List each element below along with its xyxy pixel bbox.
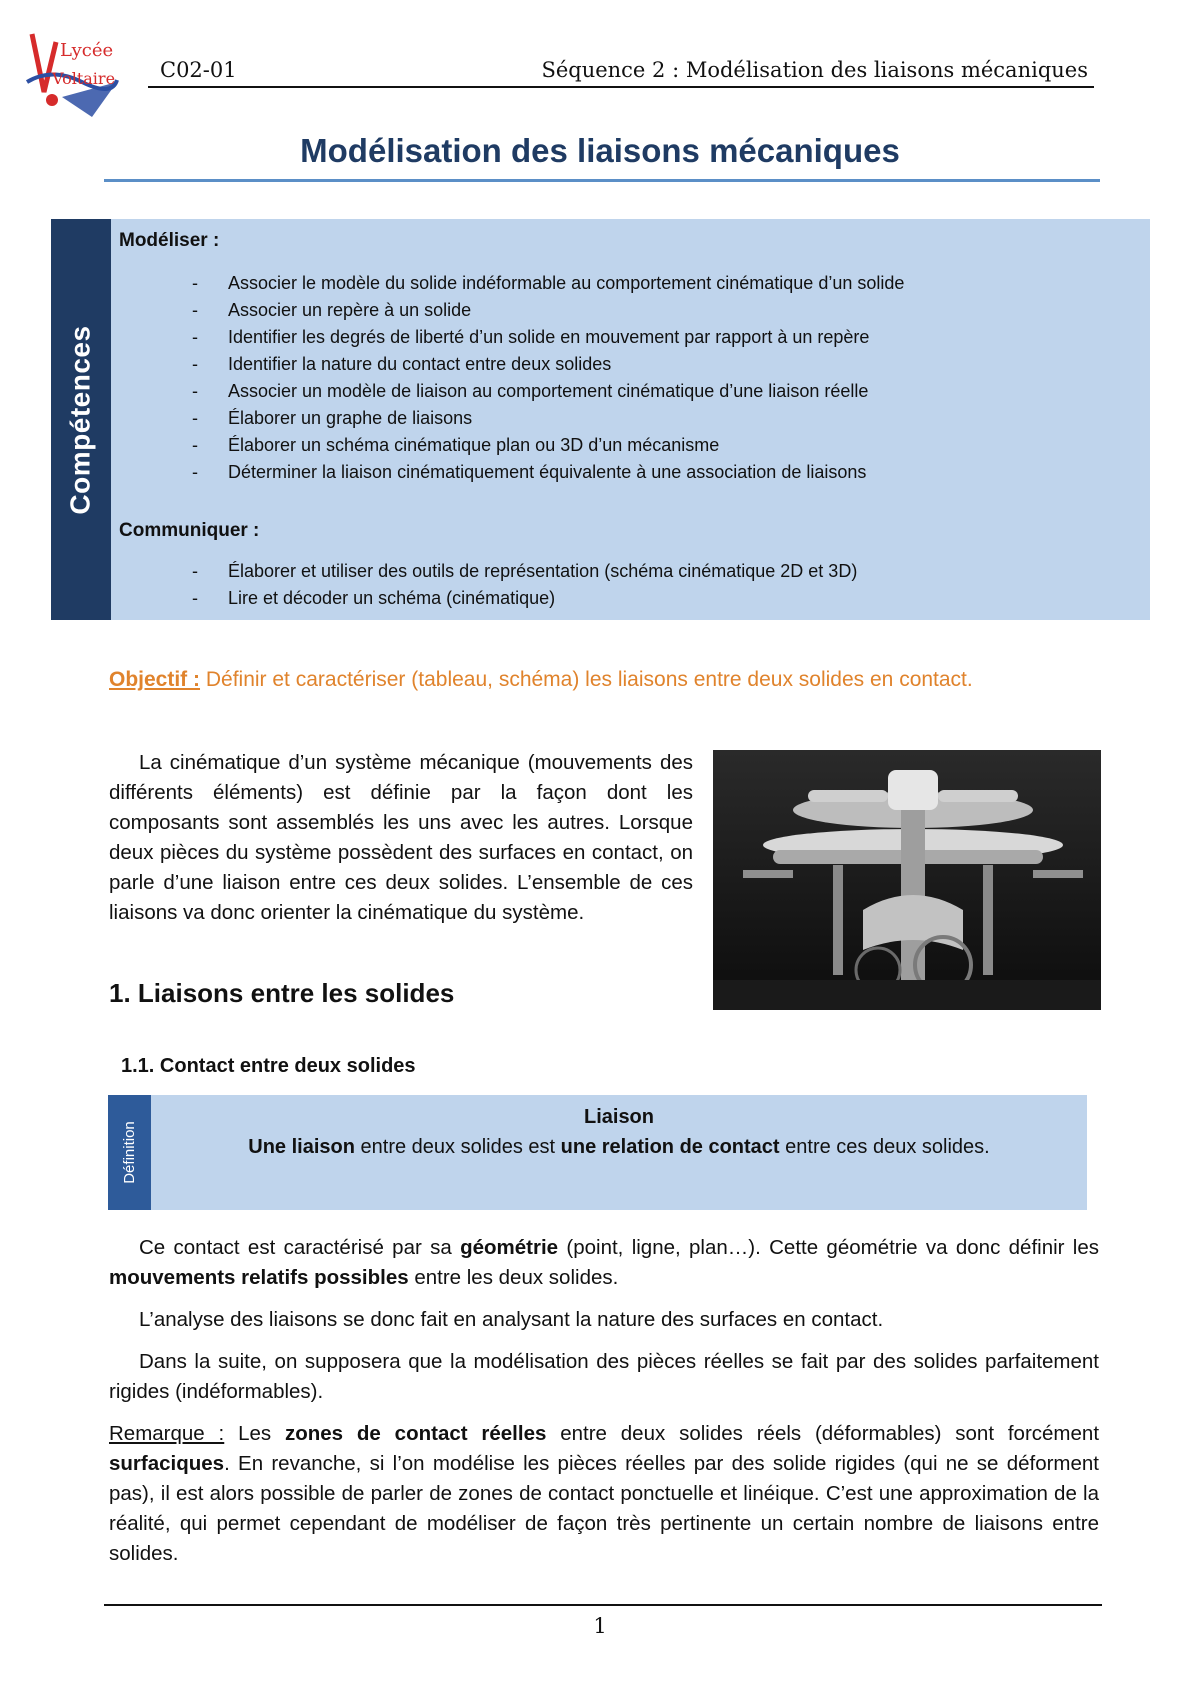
list-item: - Lire et décoder un schéma (cinématique) [192,588,556,608]
definition-text: Une liaison entre deux solides est une relation de contact entre ces deux solides. [248,1136,990,1158]
logo-text-bottom: Voltaire [52,69,116,88]
list-item: - Élaborer un schéma cinématique plan ou 3D d’un mécanisme [192,435,720,455]
footer-rule [104,1604,1102,1606]
paragraph-suite: Dans la suite, on supposera que la modélisation des pièces réelles se fait par des solides parfaitement rigides (indéformables). [109,1350,1099,1403]
definition-title: Liaison [583,1106,654,1128]
objective [109,668,973,692]
definition-label: Définition [121,1121,139,1184]
list-item: - Élaborer et utiliser des outils de représentation (schéma cinématique 2D et 3D) [192,561,858,581]
doc-code: C02-01 [160,58,237,82]
list-item: - Identifier les degrés de liberté d’un solide en mouvement par rapport à un repère [192,327,870,347]
section-heading-1-1: 1.1. Contact entre deux solides [121,1055,416,1077]
page-title: Modélisation des liaisons mécaniques [300,132,900,169]
objective-label: Objectif : [109,668,201,691]
objective-text: Définir et caractériser (tableau, schéma) les liaisons entre deux solides en contact. [205,668,973,691]
list-item: - Élaborer un graphe de liaisons [192,408,473,428]
list-item: - Déterminer la liaison cinématiquement équivalente à une association de liaisons [192,462,867,482]
paragraph-remarque: Remarque : Les zones de contact réelles entre deux solides réels (déformables) sont forcément surfaciques. En revanche, si l’on modélise les pièces réelles par des solide rigides (qui ne se déforment pas), il est alors possible de parler de zones de contact ponctuelle et linéique. C’est une approximation de la réalité, qui permet cependant de modéliser de façon très pertinente un certain nombre de liaisons entre solides. [109,1422,1100,1565]
list-item: - Associer un modèle de liaison au comportement cinématique d’une liaison réelle [192,381,869,401]
mechanism-photo [713,750,1101,1010]
list-item: - Identifier la nature du contact entre deux solides [192,354,612,374]
section-heading-1: 1. Liaisons entre les solides [109,978,455,1008]
page-number: 1 [593,1614,607,1638]
competence-heading-communiquer: Communiquer : [119,520,260,541]
intro-paragraph: La cinématique d’un système mécanique (mouvements des différents éléments) est définie par la façon dont les composants sont assemblés les uns avec les autres. Lorsque deux pièces du système possèdent des surfaces en contact, on parle d’une liaison entre ces deux solides. L’ensemble de ces liaisons va donc orienter la cinématique du système. [109,751,693,924]
paragraph-contact: Ce contact est caractérisé par sa géométrie (point, ligne, plan…). Cette géométrie va donc définir les mouvements relatifs possibles entre les deux solides. [109,1236,1099,1289]
logo-text-top: Lycée [60,40,114,61]
school-logo [22,22,122,122]
header-rule [148,86,1094,88]
paragraph-analyse: L’analyse des liaisons se donc fait en analysant la nature des surfaces en contact. [139,1308,884,1331]
competence-heading-modeliser: Modéliser : [119,230,220,251]
competences-label: Compétences [65,324,96,515]
list-item: - Associer un repère à un solide [192,300,472,320]
title-rule [104,179,1100,182]
remark-label: Remarque : [109,1422,225,1445]
sequence-title: Séquence 2 : Modélisation des liaisons mécaniques [541,58,1088,82]
competence-list-communiquer [192,558,858,612]
list-item: - Associer le modèle du solide indéformable au comportement cinématique d’un solide [192,273,905,293]
competence-list-modeliser [192,270,905,486]
